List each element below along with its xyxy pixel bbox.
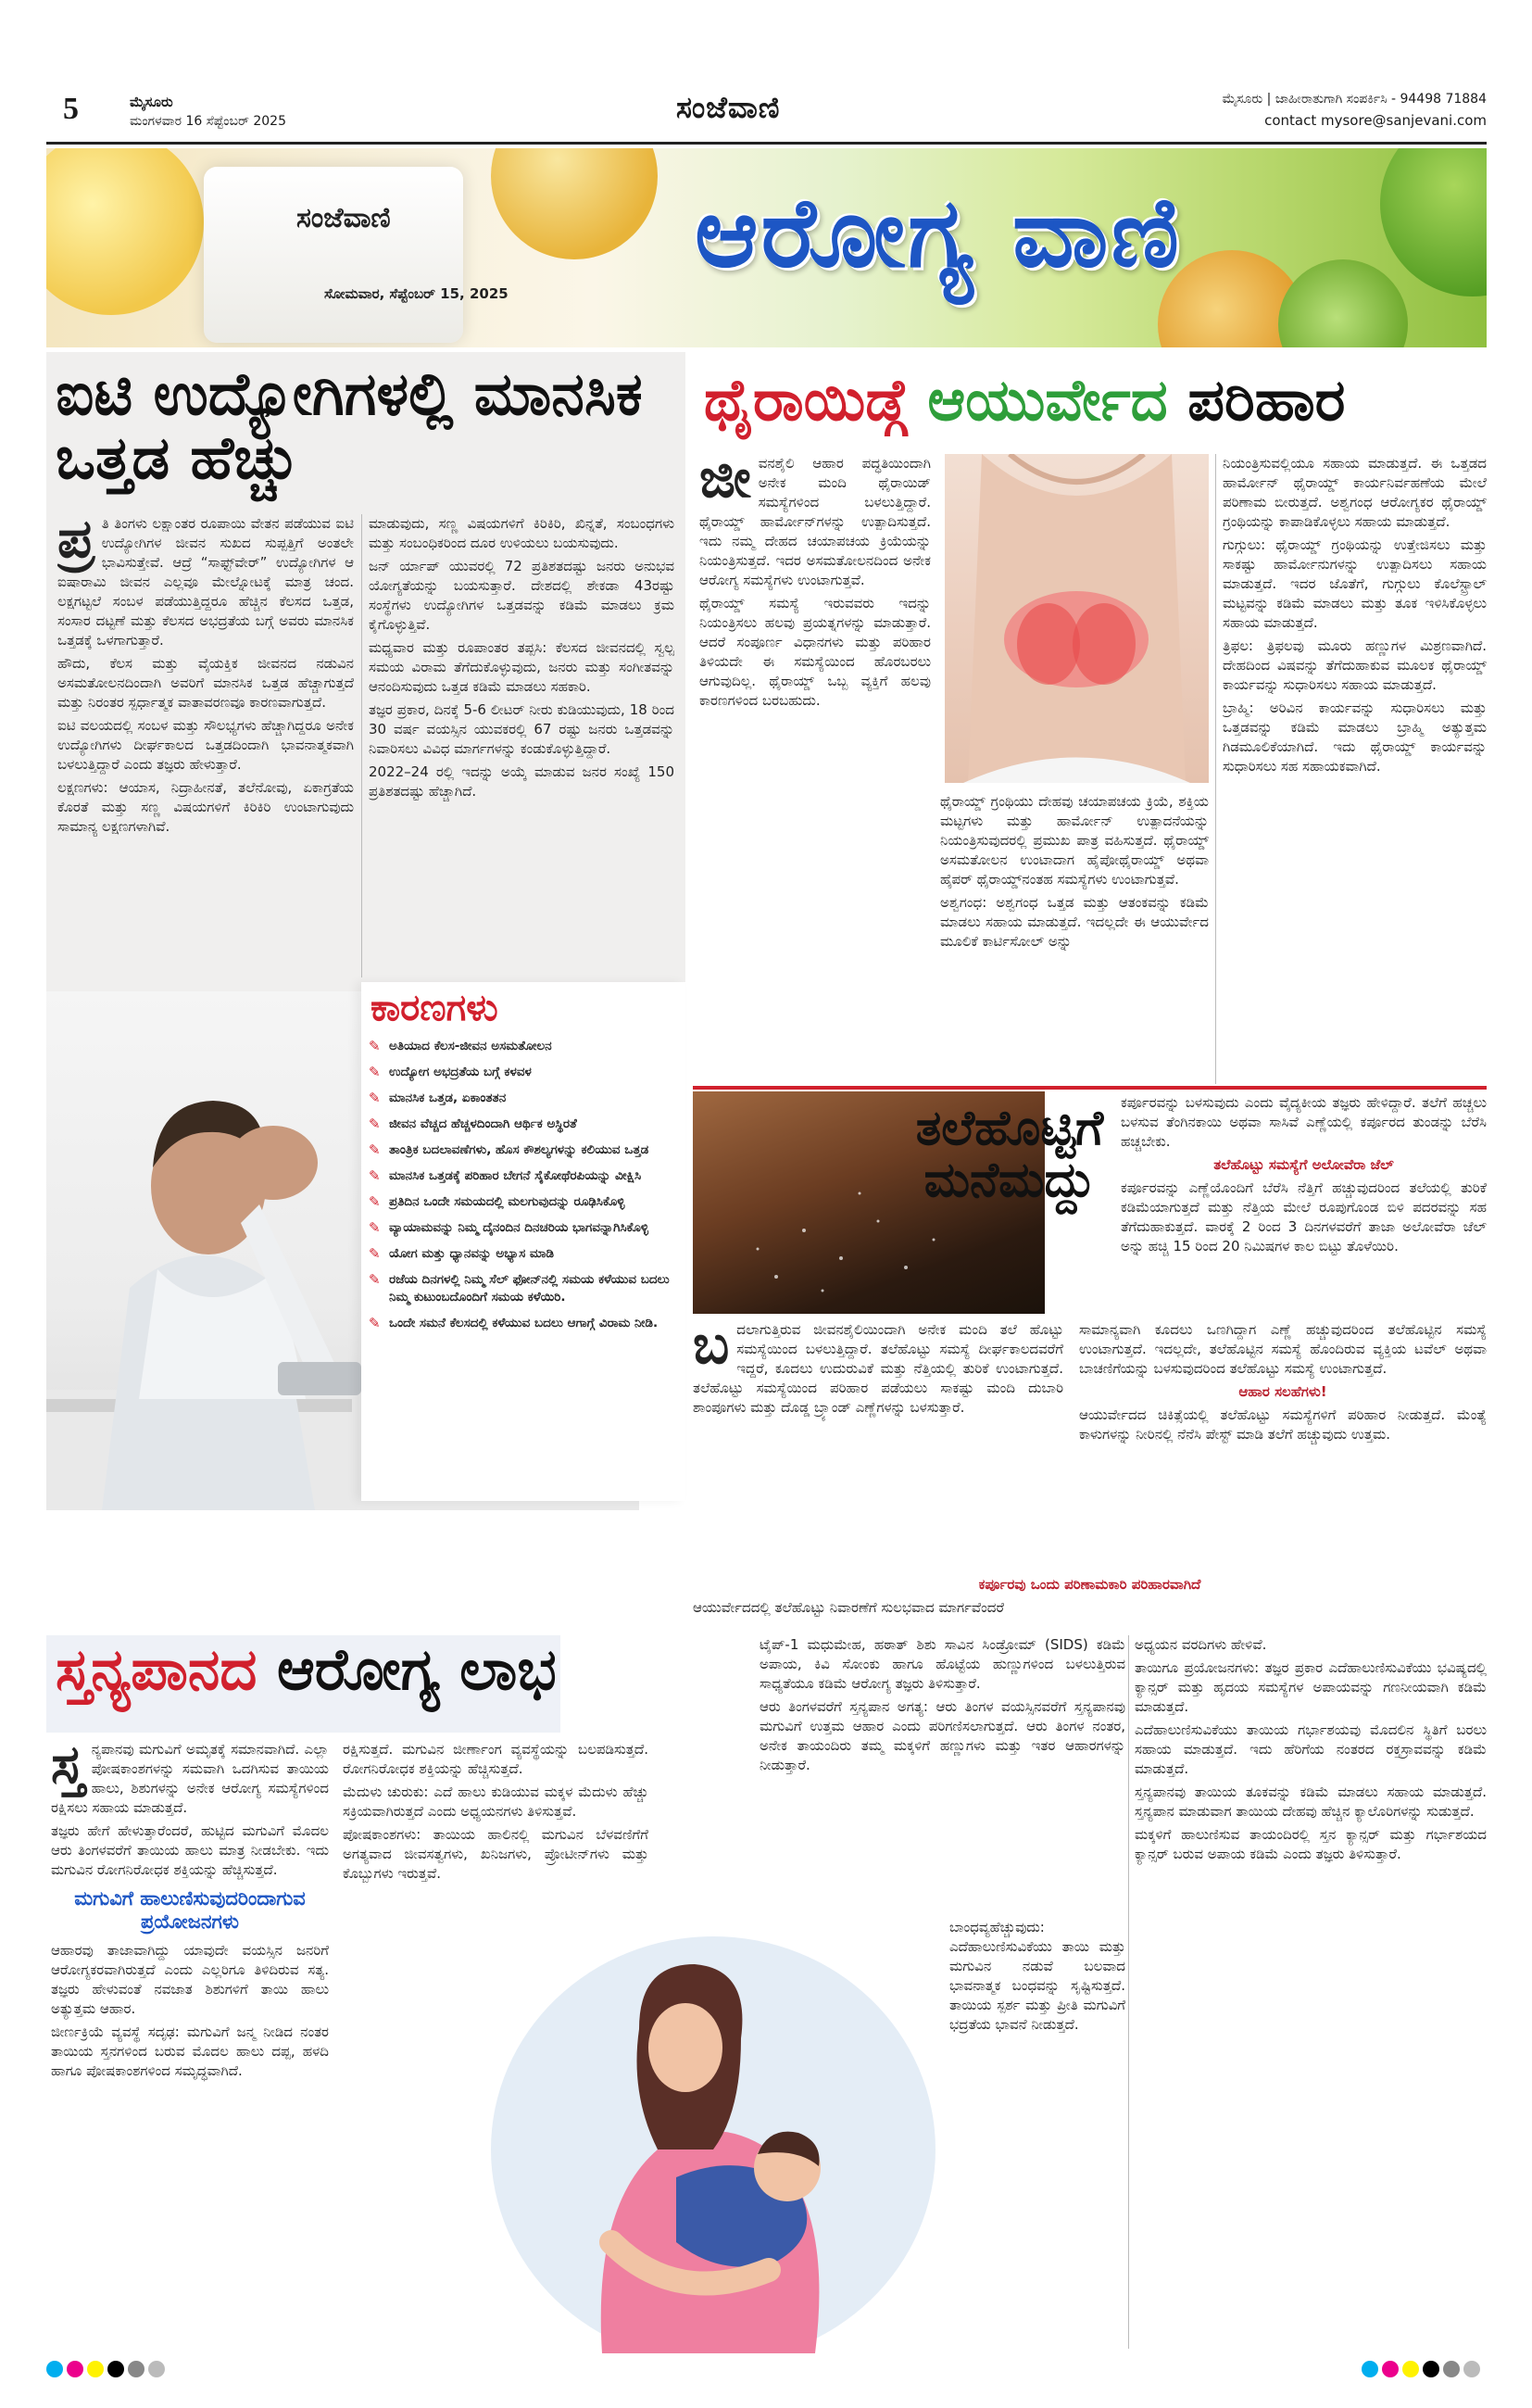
it-article-headline: ಐಟಿ ಉದ್ಯೋಗಿಗಳಲ್ಲಿ ಮಾನಸಿಕ ಒತ್ತಡ ಹೆಚ್ಚು bbox=[56, 360, 643, 494]
page-number: 5 bbox=[63, 92, 79, 126]
list-item bbox=[369, 1193, 679, 1211]
dandruff-column-2 bbox=[1079, 1320, 1487, 1598]
paragraph: ಆಯುರ್ವೇದದಲ್ಲಿ ತಲೆಹೊಟ್ಟು ನಿವಾರಣೆಗೆ ಸುಲಭವಾದ ಮಾರ್ಗವೆಂದರೆ bbox=[693, 1599, 1005, 1616]
column-divider bbox=[1215, 454, 1216, 1084]
milk-glass-illustration bbox=[204, 167, 463, 343]
masthead bbox=[46, 79, 1487, 144]
paragraph: ಮಾಡುವುದು, ಸಣ್ಣ ವಿಷಯಗಳಿಗೆ ಕಿರಿಕಿರಿ, ಖಿನ್ನತೆ, ಸಂಬಂಧಗಳು ಮತ್ತು ಸಂಬಂಧಿಕರಿಂದ ದೂರ ಉಳಿಯಲು ಬಯಸುವುದು. bbox=[369, 515, 674, 551]
column-divider bbox=[1128, 1635, 1129, 2349]
thyroid-column-1 bbox=[699, 454, 931, 1065]
registration-mark bbox=[67, 2361, 83, 2377]
paragraph: ದಲಾಗುತ್ತಿರುವ ಜೀವನಶೈಲಿಯಿಂದಾಗಿ ಅನೇಕ ಮಂದಿ ತಲೆ ಹೊಟ್ಟು ಸಮಸ್ಯೆಯಿಂದ ಬಳಲುತ್ತಿದ್ದಾರೆ. ತಲೆಹೊಟ್ಟು ಸಮಸ್ಯೆ ದೀರ್ಘಕಾಲದವರೆಗೆ ಇದ್ದರೆ, ಕೂದಲು ಉದುರುವಿಕೆ ಮತ್ತು ನೆತ್ತಿಯಲ್ಲಿ ತುರಿಕೆ ಉಂಟಾಗುತ್ತದೆ. ತಲೆಹೊಟ್ಟು ಸಮಸ್ಯೆಯಿಂದ ಪರಿಹಾರ ಪಡೆಯಲು ಸಾಕಷ್ಟು ಮಂದಿ ದುಬಾರಿ ಶಾಂಪೂಗಳು ಮತ್ತು ದೊಡ್ಡ ಬ್ರ್ಯಾಂಡ್ ಎಣ್ಣೆಗಳನ್ನು ಬಳಸುತ್ತಾರೆ. bbox=[693, 1321, 1063, 1416]
reason-text: ವ್ಯಾಯಾಮವನ್ನು ನಿಮ್ಮ ದೈನಂದಿನ ದಿನಚರಿಯ ಭಾಗವನ್ನಾಗಿಸಿಕೊಳ್ಳಿ bbox=[389, 1220, 649, 1235]
paragraph: ಮಧ್ಯವಾರ ಮತ್ತು ರೂಪಾಂತರ ತಪ್ಪಸಿ: ಕೆಲಸದ ಜೀವನದಲ್ಲಿ ಸ್ವಲ್ಪ ಸಮಯ ವಿರಾಮ ತೆಗೆದುಕೊಳ್ಳುವುದು, ಜನರು ಮತ್ತು ಸಂಗೀತವನ್ನು ಆನಂದಿಸುವುದು ಒತ್ತಡ ಕಡಿಮೆ ಮಾಡಲು ಸಹಕಾರಿ. bbox=[369, 639, 674, 695]
paragraph: ಕರ್ಪೂರವನ್ನು ಬಳಸುವುದು ಎಂದು ವೈದ್ಯಕೀಯ ತಜ್ಞರು ಹೇಳಿದ್ದಾರೆ. ತಲೆಗೆ ಹಚ್ಚಲು ಬಳಸುವ ತೆಂಗಿನಕಾಯಿ ಅಥವಾ ಸಾಸಿವೆ ಎಣ್ಣೆಯಲ್ಲಿ ಕರ್ಪೂರದ ತುಂಡನ್ನು ಬೆರೆಸಿ ಹಚ್ಚಬೇಕು. bbox=[1121, 1094, 1487, 1150]
edition-city: ಮೈಸೂರು bbox=[130, 94, 173, 110]
registration-mark bbox=[1402, 2361, 1419, 2377]
headline-part: ಥೈರಾಯಿಡ್ bbox=[704, 366, 908, 434]
edition-date: ಮಂಗಳವಾರ 16 ಸೆಪ್ಟೆಂಬರ್ 2025 bbox=[130, 114, 286, 129]
paragraph: ವನಶೈಲಿ ಆಹಾರ ಪದ್ಧತಿಯಿಂದಾಗಿ ಅನೇಕ ಮಂದಿ ಥೈರಾಯಿಡ್ ಸಮಸ್ಯೆಗಳಿಂದ ಬಳಲುತ್ತಿದ್ದಾರೆ. ಥೈರಾಯ್ಡ್ ಹಾರ್ಮೋನ್‌ಗಳನ್ನು ಉತ್ಪಾದಿಸುತ್ತದೆ. ಇದು ನಮ್ಮ ದೇಹದ ಚಯಾಪಚಯ ಕ್ರಿಯೆಯನ್ನು ನಿಯಂತ್ರಿಸುತ್ತದೆ. ಇದರ ಅಸಮತೋಲನದಿಂದ ಅನೇಕ ಆರೋಗ್ಯ ಸಮಸ್ಯೆಗಳು ಉಂಟಾಗುತ್ತವೆ. bbox=[699, 455, 931, 588]
reason-text: ಪ್ರತಿದಿನ ಒಂದೇ ಸಮಯದಲ್ಲಿ ಮಲಗುವುದನ್ನು ರೂಢಿಸಿಕೊಳ್ಳಿ bbox=[389, 1194, 625, 1209]
reasons-heading: ಕಾರಣಗಳು bbox=[370, 987, 498, 1029]
banner-logo: ಸಂಜೆವಾಣಿ bbox=[296, 202, 391, 234]
throat-illustration bbox=[945, 454, 1209, 783]
registration-mark bbox=[148, 2361, 165, 2377]
masthead-rule bbox=[46, 142, 1487, 145]
paragraph: ಆರು ತಿಂಗಳವರೆಗೆ ಸ್ತನ್ಯಪಾನ ಅಗತ್ಯ: ಆರು ತಿಂಗಳ ವಯಸ್ಸಿನವರೆಗೆ ಸ್ತನ್ಯಪಾನವು ಮಗುವಿಗೆ ಉತ್ತಮ ಆಹಾರ ಎಂದು ಪರಿಗಣಿಸಲಾಗುತ್ತದೆ. ಆರು ತಿಂಗಳ ನಂತರ, ಅನೇಕ ತಾಯಂದಿರು ತಮ್ಮ ಮಕ್ಕಳಿಗೆ ಹಣ್ಣುಗಳು ಮತ್ತು ಇತರ ಆಹಾರಗಳನ್ನು ನೀಡುತ್ತಾರೆ. bbox=[760, 1698, 1125, 1773]
paragraph: ಥೈರಾಯ್ಡ್ ಸಮಸ್ಯೆ ಇರುವವರು ಇದನ್ನು ನಿಯಂತ್ರಿಸಲು ಹಲವು ಪ್ರಯತ್ನಗಳನ್ನು ಮಾಡುತ್ತಾರೆ. ಆದರೆ ಸಂಪೂರ್ಣ ವಿಧಾನಗಳು ಮತ್ತು ಪರಿಹಾರ ತಿಳಿಯದೇ ಈ ಸಮಸ್ಯೆಯಿಂದ ಹೊರಬರಲು ಆಗುವುದಿಲ್ಲ. ಥೈರಾಯ್ಡ್ ಒಬ್ಬ ವ್ಯಕ್ತಿಗೆ ಹಲವು ಕಾರಣಗಳಿಂದ ಬರಬಹುದು. bbox=[699, 595, 931, 709]
breastfeeding-column-1 bbox=[51, 1740, 329, 2342]
registration-mark bbox=[87, 2361, 104, 2377]
headline-part: ಆಯುರ್ವೇದ bbox=[927, 366, 1168, 434]
it-article-column-2 bbox=[369, 514, 674, 977]
registration-mark bbox=[1463, 2361, 1480, 2377]
list-item bbox=[369, 1090, 679, 1107]
headline-part: ಸ್ತನ್ಯಪಾನದ bbox=[56, 1635, 257, 1703]
dropcap: ಬ bbox=[693, 1320, 730, 1376]
mother-child-drawing bbox=[463, 1872, 945, 2353]
paragraph: ತಿ ತಿಂಗಳು ಲಕ್ಷಾಂತರ ರೂಪಾಯಿ ವೇತನ ಪಡೆಯುವ ಐಟಿ ಉದ್ಯೋಗಿಗಳ ಜೀವನ ಸುಖದ ಸುಪ್ಪತ್ತಿಗೆ ಅಂತಲೇ ಭಾವಿಸುತ್ತೇವೆ. ಆದ್ರೆ “ಸಾಫ್ಟ್‌ವೇರ್” ಉದ್ಯೋಗಿಗಳ ಆ ಐಷಾರಾಮಿ ಜೀವನ ಎಲ್ಲವೂ ಮೇಲ್ನೋಟಕ್ಕೆ ಮಾತ್ರ ಚಂದ. ಲಕ್ಷಗಟ್ಟಲೆ ಸಂಬಳ ಪಡೆಯುತ್ತಿದ್ದರೂ ಹೆಚ್ಚಿನ ಕೆಲಸದ ಒತ್ತಡ, ಸಂಸಾರ ದಟ್ಟಣೆ ಮತ್ತು ಕೆಲಸದ ಅಭದ್ರತೆಯ ಬಗ್ಗೆ ಅವರು ಮಾನಸಿಕ ಒತ್ತಡಕ್ಕೆ ಒಳಗಾಗುತ್ತಾರೆ. bbox=[57, 515, 354, 649]
list-item bbox=[369, 1271, 679, 1306]
headline-part: ಆರೋಗ್ಯ ಲಾಭ bbox=[257, 1635, 557, 1703]
paragraph: ಆಯುರ್ವೇದದ ಚಿಕಿತ್ಸೆಯಲ್ಲಿ ತಲೆಹೊಟ್ಟು ಸಮಸ್ಯೆಗಳಿಗೆ ಪರಿಹಾರ ನೀಡುತ್ತದೆ. ಮೆಂತ್ಯೆ ಕಾಳುಗಳನ್ನು ನೀರಿನಲ್ಲಿ ನೆನೆಸಿ ಪೇಸ್ಟ್ ಮಾಡಿ ತಲೆಗೆ ಹಚ್ಚುವುದು ಉತ್ತಮ. bbox=[1079, 1406, 1487, 1443]
tick-icon: ✎ bbox=[369, 1193, 381, 1210]
registration-mark bbox=[46, 2361, 63, 2377]
paragraph: ಮಕ್ಕಳಿಗೆ ಹಾಲುಣಿಸುವ ತಾಯಂದಿರಲ್ಲಿ ಸ್ತನ ಕ್ಯಾನ್ಸರ್ ಮತ್ತು ಗರ್ಭಾಶಯದ ಕ್ಯಾನ್ಸರ್ ಬರುವ ಅಪಾಯ ಕಡಿಮೆ ಎಂದು ತಜ್ಞರು ತಿಳಿಸುತ್ತಾರೆ. bbox=[1135, 1826, 1487, 1862]
list-item bbox=[369, 1141, 679, 1159]
list-item bbox=[369, 1245, 679, 1263]
reason-text: ಯೋಗ ಮತ್ತು ಧ್ಯಾನವನ್ನು ಅಭ್ಯಾಸ ಮಾಡಿ bbox=[389, 1246, 555, 1261]
paragraph: ನ್ಯಪಾನವು ಮಗುವಿಗೆ ಅಮೃತಕ್ಕೆ ಸಮಾನವಾಗಿದೆ. ಎಲ್ಲಾ ಪೋಷಕಾಂಶಗಳನ್ನು ಸಮವಾಗಿ ಒದಗಿಸುವ ತಾಯಿಯ ಹಾಲು, ಶಿಶುಗಳನ್ನು ಅನೇಕ ಆರೋಗ್ಯ ಸಮಸ್ಯೆಗಳಿಂದ ರಕ್ಷಿಸಲು ಸಹಾಯ ಮಾಡುತ್ತದೆ. bbox=[51, 1741, 329, 1816]
dandruff-top-rule bbox=[693, 1086, 1487, 1090]
tick-icon: ✎ bbox=[369, 1116, 381, 1132]
fruit-decoration bbox=[1380, 148, 1487, 296]
paragraph: ರಕ್ಷಿಸುತ್ತದೆ. ಮಗುವಿನ ಜೀರ್ಣಾಂಗ ವ್ಯವಸ್ಥೆಯನ್ನು ಬಲಪಡಿಸುತ್ತದೆ. ರೋಗನಿರೋಧಕ ಶಕ್ತಿಯನ್ನು ಹೆಚ್ಚಿಸುತ್ತದೆ. bbox=[343, 1741, 648, 1777]
reason-text: ಅತಿಯಾದ ಕೆಲಸ-ಜೀವನ ಅಸಮತೋಲನ bbox=[389, 1039, 552, 1053]
paragraph: ಹೌದು, ಕೆಲಸ ಮತ್ತು ವೈಯಕ್ತಿಕ ಜೀವನದ ನಡುವಿನ ಅಸಮತೋಲನದಿಂದಾಗಿ ಅವರಿಗೆ ಮಾನಸಿಕ ಒತ್ತಡ ಹೆಚ್ಚಾಗುತ್ತದೆ ಮತ್ತು ನಿರಂತರ ಸ್ಪರ್ಧಾತ್ಮಕ ವಾತಾವರಣವೂ ಕಾರಣವಾಗುತ್ತದೆ. bbox=[57, 655, 354, 711]
thyroid-column-3 bbox=[1223, 454, 1487, 1084]
tick-icon: ✎ bbox=[369, 1038, 381, 1054]
paragraph: ಜೀರ್ಣಕ್ರಿಯೆ ವ್ಯವಸ್ಥೆ ಸದೃಢ: ಮಗುವಿಗೆ ಜನ್ಮ ನೀಡಿದ ನಂತರ ತಾಯಿಯ ಸ್ತನಗಳಿಂದ ಬರುವ ಮೊದಲ ಹಾಲು ದಪ್ಪ, ಹಳದಿ ಹಾಗೂ ಪೋಷಕಾಂಶಗಳಿಂದ ಸಮೃದ್ಧವಾಗಿದೆ. bbox=[51, 2023, 329, 2080]
tick-icon: ✎ bbox=[369, 1315, 381, 1331]
subheading: ಆಹಾರ ಸಲಹೆಗಳು! bbox=[1238, 1383, 1327, 1400]
paragraph: ಎದೆಹಾಲುಣಿಸುವಿಕೆಯು ತಾಯಿಯ ಗರ್ಭಾಶಯವು ಮೊದಲಿನ ಸ್ಥಿತಿಗೆ ಬರಲು ಸಹಾಯ ಮಾಡುತ್ತದೆ. ಇದು ಹೆರಿಗೆಯ ನಂತರದ ರಕ್ತಸ್ರಾವವನ್ನು ಕಡಿಮೆ ಮಾಡುತ್ತದೆ. bbox=[1135, 1721, 1487, 1777]
fruit-decoration bbox=[1278, 259, 1408, 347]
thyroid-column-2 bbox=[940, 792, 1209, 1070]
list-item bbox=[369, 1038, 679, 1055]
dandruff-headline: ತಲೆಹೊಟ್ಟಿಗೆ ಮನೆಮದ್ದು bbox=[915, 1101, 1104, 1209]
paragraph: ಬಾಂಧವ್ಯಹೆಚ್ಚುವುದು: ಎದೆಹಾಲುಣಿಸುವಿಕೆಯು ತಾಯಿ ಮತ್ತು ಮಗುವಿನ ನಡುವೆ ಬಲವಾದ ಭಾವನಾತ್ಮಕ ಬಂಧವನ್ನು ಸೃಷ್ಟಿಸುತ್ತದೆ. ತಾಯಿಯ ಸ್ಪರ್ಶ ಮತ್ತು ಪ್ರೀತಿ ಮಗುವಿಗೆ ಭದ್ರತೆಯ ಭಾವನೆ ನೀಡುತ್ತದೆ. bbox=[949, 1919, 1125, 2033]
dandruff-bottom bbox=[693, 1575, 1487, 1631]
tick-icon: ✎ bbox=[369, 1167, 381, 1184]
fruit-decoration bbox=[491, 148, 658, 259]
dandruff-column-1 bbox=[693, 1320, 1063, 1598]
reason-text: ಜೀವನ ವೆಚ್ಚದ ಹೆಚ್ಚಳದಿಂದಾಗಿ ಆರ್ಥಿಕ ಅಸ್ಥಿರತೆ bbox=[389, 1116, 577, 1131]
breastfeeding-column-3b bbox=[949, 1918, 1125, 2353]
paragraph: ತಜ್ಞರ ಪ್ರಕಾರ, ದಿನಕ್ಕೆ 5-6 ಲೀಟರ್ ನೀರು ಕುಡಿಯುವುದು, 18 ರಿಂದ 30 ವರ್ಷ ವಯಸ್ಸಿನ ಯುವಕರಲ್ಲಿ 67 ರಷ್ಟು ಜನರು ಒತ್ತಡವನ್ನು ನಿವಾರಿಸಲು ವಿವಿಧ ಮಾರ್ಗಗಳನ್ನು ಕಂಡುಕೊಳ್ಳುತ್ತಿದ್ದಾರೆ. bbox=[369, 701, 674, 757]
registration-mark bbox=[1423, 2361, 1439, 2377]
list-item bbox=[369, 1116, 679, 1133]
paragraph: ಜನ್ ರ್ಯಾಪ್ ಯುವರಲ್ಲಿ 72 ಪ್ರತಿಶತದಷ್ಟು ಜನರು ಅನುಭವ ಯೋಗ್ಯತೆಯನ್ನು ಬಯಸುತ್ತಾರೆ. ದೇಶದಲ್ಲಿ ಶೇಕಡಾ 43ರಷ್ಟು ಸಂಸ್ಥೆಗಳು ಉದ್ಯೋಗಿಗಳ ಒತ್ತಡವನ್ನು ಕಡಿಮೆ ಮಾಡಲು ಕ್ರಮ ಕೈಗೊಳ್ಳುತ್ತಿವೆ. bbox=[369, 558, 674, 633]
paragraph: ಅಶ್ವಗಂಧ: ಅಶ್ವಗಂಧ ಒತ್ತಡ ಮತ್ತು ಆತಂಕವನ್ನು ಕಡಿಮೆ ಮಾಡಲು ಸಹಾಯ ಮಾಡುತ್ತದೆ. ಇದಲ್ಲದೇ ಈ ಆಯುರ್ವೇದ ಮೂಲಿಕೆ ಕಾರ್ಟಿಸೋಲ್ ಅನ್ನು bbox=[940, 894, 1209, 950]
paragraph: ಗುಗ್ಗುಲು: ಥೈರಾಯ್ಡ್ ಗ್ರಂಥಿಯನ್ನು ಉತ್ತೇಜಿಸಲು ಮತ್ತು ಸಾಕಷ್ಟು ಹಾರ್ಮೋನುಗಳನ್ನು ಉತ್ಪಾದಿಸಲು ಸಹಾಯ ಮಾಡುತ್ತದೆ. ಇದರ ಜೊತೆಗೆ, ಗುಗ್ಗುಲು ಕೊಲೆಸ್ಟ್ರಾಲ್ ಮಟ್ಟವನ್ನು ಕಡಿಮೆ ಮಾಡಲು ಮತ್ತು ತೂಕ ಇಳಿಸಿಕೊಳ್ಳಲು ಸಹಾಯ ಮಾಡುತ್ತದೆ. bbox=[1223, 536, 1487, 631]
tick-icon: ✎ bbox=[369, 1090, 381, 1106]
tick-icon: ✎ bbox=[369, 1141, 381, 1158]
list-item bbox=[369, 1167, 679, 1185]
banner-date: ಸೋಮವಾರ, ಸೆಪ್ಟೆಂಬರ್ 15, 2025 bbox=[324, 285, 509, 302]
list-item bbox=[369, 1315, 679, 1332]
thyroid-headline bbox=[704, 366, 1345, 435]
registration-mark bbox=[107, 2361, 124, 2377]
paragraph: ಐಟಿ ವಲಯದಲ್ಲಿ ಸಂಬಳ ಮತ್ತು ಸೌಲಭ್ಯಗಳು ಹೆಚ್ಚಾಗಿದ್ದರೂ ಅನೇಕ ಉದ್ಯೋಗಿಗಳು ದೀರ್ಘಕಾಲದ ಒತ್ತಡದಿಂದಾಗಿ ಭಾವನಾತ್ಮಕವಾಗಿ ಬಳಲುತ್ತಿದ್ದಾರೆ ಎಂದು ತಜ್ಞರು ಹೇಳುತ್ತಾರೆ. bbox=[57, 717, 354, 773]
paragraph: ಮೆದುಳು ಚುರುಕು: ಎದೆ ಹಾಲು ಕುಡಿಯುವ ಮಕ್ಕಳ ಮೆದುಳು ಹೆಚ್ಚು ಸಕ್ರಿಯವಾಗಿರುತ್ತದೆ ಎಂದು ಅಧ್ಯಯನಗಳು ತಿಳಿಸುತ್ತವೆ. bbox=[343, 1784, 648, 1820]
section-title: ಆರೋಗ್ಯ ವಾಣಿ bbox=[695, 176, 1183, 289]
dandruff-side-column bbox=[1121, 1093, 1487, 1316]
dropcap: ಸ್ತ bbox=[51, 1740, 84, 1796]
paragraph: ಪೋಷಕಾಂಶಗಳು: ತಾಯಿಯ ಹಾಲಿನಲ್ಲಿ ಮಗುವಿನ ಬೆಳವಣಿಗೆಗೆ ಅಗತ್ಯವಾದ ಜೀವಸತ್ವಗಳು, ಖನಿಜಗಳು, ಪ್ರೋಟೀನ್‌ಗಳು ಮತ್ತು ಕೊಬ್ಬುಗಳು ಇರುತ್ತವೆ. bbox=[343, 1826, 648, 1882]
list-item bbox=[369, 1064, 679, 1081]
email-contact: contact mysore@sanjevani.com bbox=[1264, 112, 1487, 129]
it-article-column-1 bbox=[57, 514, 354, 977]
reason-text: ಒಂದೇ ಸಮನೆ ಕೆಲಸದಲ್ಲಿ ಕಳೆಯುವ ಬದಲು ಆಗಾಗ್ಗೆ ವಿರಾಮ ನೀಡಿ. bbox=[389, 1316, 659, 1330]
paragraph: ಲಕ್ಷಣಗಳು: ಆಯಾಸ, ನಿದ್ರಾಹೀನತೆ, ತಲೆನೋವು, ಏಕಾಗ್ರತೆಯ ಕೊರತೆ ಮತ್ತು ಸಣ್ಣ ವಿಷಯಗಳಿಗೆ ಕಿರಿಕಿರಿ ಉಂಟಾಗುವುದು ಸಾಮಾನ್ಯ ಲಕ್ಷಣಗಳಾಗಿವೆ. bbox=[57, 779, 354, 835]
tick-icon: ✎ bbox=[369, 1271, 381, 1288]
reasons-list bbox=[369, 1038, 679, 1341]
registration-mark bbox=[1382, 2361, 1399, 2377]
newspaper-logo bbox=[676, 90, 780, 126]
breastfeeding-column-4 bbox=[1135, 1635, 1487, 2349]
reason-text: ತಾಂತ್ರಿಕ ಬದಲಾವಣೆಗಳು, ಹೊಸ ಕೌಶಲ್ಯಗಳನ್ನು ಕಲಿಯುವ ಒತ್ತಡ bbox=[389, 1142, 649, 1157]
paragraph: ನಿಯಂತ್ರಿಸುವಲ್ಲಿಯೂ ಸಹಾಯ ಮಾಡುತ್ತದೆ. ಈ ಒತ್ತಡದ ಹಾರ್ಮೋನ್ ಥೈರಾಯ್ಡ್ ಕಾರ್ಯನಿರ್ವಹಣೆಯ ಮೇಲೆ ಪರಿಣಾಮ ಬೀರುತ್ತದೆ. ಅಶ್ವಗಂಧ ಆರೋಗ್ಯಕರ ಥೈರಾಯ್ಡ್ ಗ್ರಂಥಿಯನ್ನು ಕಾಪಾಡಿಕೊಳ್ಳಲು ಸಹಾಯ ಮಾಡುತ್ತದೆ. bbox=[1223, 455, 1487, 530]
registration-mark bbox=[128, 2361, 144, 2377]
paragraph: ಸಾಮಾನ್ಯವಾಗಿ ಕೂದಲು ಒಣಗಿದ್ದಾಗ ಎಣ್ಣೆ ಹಚ್ಚುವುದರಿಂದ ತಲೆಹೊಟ್ಟಿನ ಸಮಸ್ಯೆ ಉಂಟಾಗುತ್ತದೆ. ಇದಲ್ಲದೇ, ತಲೆಹೊಟ್ಟಿನ ಸಮಸ್ಯೆ ಹೊಂದಿರುವ ವ್ಯಕ್ತಿಯ ಟವೆಲ್ ಅಥವಾ ಬಾಚಣಿಗೆಯನ್ನು ಬಳಸುವುದರಿಂದ ತಲೆಹೊಟ್ಟು ಸಮಸ್ಯೆ ಉಂಟಾಗುತ್ತದೆ. bbox=[1079, 1321, 1487, 1377]
headline-part: ಪರಿಹಾರ bbox=[1167, 366, 1346, 434]
mother-child-illustration bbox=[463, 1872, 945, 2353]
paragraph: ಆಹಾರವು ತಾಜಾವಾಗಿದ್ದು ಯಾವುದೇ ವಯಸ್ಸಿನ ಜನರಿಗೆ ಆರೋಗ್ಯಕರವಾಗಿರುತ್ತದೆ ಎಂದು ಎಲ್ಲರಿಗೂ ತಿಳಿದಿರುವ ಸತ್ಯ. ತಜ್ಞರು ಹೇಳುವಂತೆ ನವಜಾತ ಶಿಶುಗಳಿಗೆ ತಾಯಿ ಹಾಲು ಅತ್ಯುತ್ತಮ ಆಹಾರ. bbox=[51, 1942, 329, 2018]
paragraph: ಥೈರಾಯ್ಡ್ ಗ್ರಂಥಿಯು ದೇಹವು ಚಯಾಪಚಯ ಕ್ರಿಯೆ, ಶಕ್ತಿಯ ಮಟ್ಟಗಳು ಮತ್ತು ಹಾರ್ಮೋನ್ ಉತ್ಪಾದನೆಯನ್ನು ನಿಯಂತ್ರಿಸುವುದರಲ್ಲಿ ಪ್ರಮುಖ ಪಾತ್ರ ವಹಿಸುತ್ತದೆ. ಥೈರಾಯ್ಡ್ ಅಸಮತೋಲನ ಉಂಟಾದಾಗ ಹೈಪೋಥೈರಾಯ್ಡ್ ಅಥವಾ ಹೈಪರ್ ಥೈರಾಯ್ಡ್‌ನಂತಹ ಸಮಸ್ಯೆಗಳು ಉಂಟಾಗುತ್ತವೆ. bbox=[940, 793, 1209, 888]
paragraph: ತಜ್ಞರು ಹೇಗೆ ಹೇಳುತ್ತಾರೆಂದರೆ, ಹುಟ್ಟಿದ ಮಗುವಿಗೆ ಮೊದಲ ಆರು ತಿಂಗಳವರೆಗೆ ತಾಯಿಯ ಹಾಲು ಮಾತ್ರ ನೀಡಬೇಕು. ಇದು ಮಗುವಿನ ರೋಗನಿರೋಧಕ ಶಕ್ತಿಯನ್ನು ಹೆಚ್ಚಿಸುತ್ತದೆ. bbox=[51, 1822, 329, 1878]
reason-text: ಮಾನಸಿಕ ಒತ್ತಡ, ಏಕಾಂತತನ bbox=[389, 1091, 507, 1105]
registration-mark bbox=[1362, 2361, 1378, 2377]
paragraph: 2022–24 ರಲ್ಲಿ ಇದನ್ನು ಅಯ್ಕೆ ಮಾಡುವ ಜನರ ಸಂಖ್ಯೆ 150 ಪ್ರತಿಶತದಷ್ಟು ಹೆಚ್ಚಾಗಿದೆ. bbox=[369, 763, 674, 800]
subheading: ಮಗುವಿಗೆ ಹಾಲುಣಿಸುವುದರಿಂದಾಗುವ ಪ್ರಯೋಜನಗಳು bbox=[74, 1887, 306, 1934]
tick-icon: ✎ bbox=[369, 1219, 381, 1236]
reason-text: ರಜೆಯ ದಿನಗಳಲ್ಲಿ ನಿಮ್ಮ ಸೆಲ್ ಫೋನ್‌ನಲ್ಲಿ ಸಮಯ ಕಳೆಯುವ ಬದಲು ನಿಮ್ಮ ಕುಟುಂಬದೊಂದಿಗೆ ಸಮಯ ಕಳೆಯಿರಿ. bbox=[389, 1272, 670, 1305]
paragraph: ಸ್ತನ್ಯಪಾನವು ತಾಯಿಯ ತೂಕವನ್ನು ಕಡಿಮೆ ಮಾಡಲು ಸಹಾಯ ಮಾಡುತ್ತದೆ. ಸ್ತನ್ಯಪಾನ ಮಾಡುವಾಗ ತಾಯಿಯ ದೇಹವು ಹೆಚ್ಚಿನ ಕ್ಯಾಲೊರಿಗಳನ್ನು ಸುಡುತ್ತದೆ. bbox=[1135, 1784, 1487, 1820]
advert-contact: ಮೈಸೂರು | ಜಾಹೀರಾತುಗಾಗಿ ಸಂಪರ್ಕಿಸಿ - 94498 71884 bbox=[1222, 92, 1487, 107]
section-banner bbox=[46, 148, 1487, 347]
dropcap: ಜೀ bbox=[699, 454, 751, 510]
dropcap: ಪ್ರ bbox=[57, 514, 94, 570]
headline-part: ಗೆ bbox=[907, 366, 928, 434]
paragraph: ಟೈಪ್-1 ಮಧುಮೇಹ, ಹಠಾತ್ ಶಿಶು ಸಾವಿನ ಸಿಂಡ್ರೋಮ್ (SIDS) ಕಡಿಮೆ ಅಪಾಯ, ಕಿವಿ ಸೋಂಕು ಹಾಗೂ ಹೊಟ್ಟೆಯ ಹುಣ್ಣುಗಳಿಂದ ಬಳಲುತ್ತಿರುವ ಸಾಧ್ಯತೆಯೂ ಕಡಿಮೆ ಆರೋಗ್ಯ ತಜ್ಞರು ತಿಳಿಸುತ್ತಾರೆ. bbox=[760, 1636, 1125, 1692]
tick-icon: ✎ bbox=[369, 1245, 381, 1262]
breastfeeding-headline bbox=[56, 1635, 557, 1704]
paragraph: ತಾಯಿಗೂ ಪ್ರಯೋಜನಗಳು: ತಜ್ಞರ ಪ್ರಕಾರ ಎದೆಹಾಲುಣಿಸುವಿಕೆಯು ಭವಿಷ್ಯದಲ್ಲಿ ಕ್ಯಾನ್ಸರ್ ಮತ್ತು ಹೃದಯ ಸಮಸ್ಯೆಗಳ ಅಪಾಯವನ್ನು ಗಣನೀಯವಾಗಿ ಕಡಿಮೆ ಮಾಡುತ್ತದೆ. bbox=[1135, 1659, 1487, 1715]
paragraph: ಬ್ರಾಹ್ಮಿ: ಅರಿವಿನ ಕಾರ್ಯವನ್ನು ಸುಧಾರಿಸಲು ಮತ್ತು ಒತ್ತಡವನ್ನು ಕಡಿಮೆ ಮಾಡಲು ಬ್ರಾಹ್ಮಿ ಅತ್ಯುತ್ತಮ ಗಿಡಮೂಲಿಕೆಯಾಗಿದೆ. ಇದು ಥೈರಾಯ್ಡ್ ಕಾರ್ಯವನ್ನು ಸುಧಾರಿಸಲು ಸಹ ಸಹಾಯಕವಾಗಿದೆ. bbox=[1223, 700, 1487, 775]
registration-mark bbox=[1443, 2361, 1460, 2377]
fruit-decoration bbox=[46, 148, 204, 315]
paragraph: ಕರ್ಪೂರವನ್ನು ಎಣ್ಣೆಯೊಂದಿಗೆ ಬೆರೆಸಿ ನೆತ್ತಿಗೆ ಹಚ್ಚುವುದರಿಂದ ತಲೆಯಲ್ಲಿ ತುರಿಕೆ ಕಡಿಮೆಯಾಗುತ್ತದೆ ಮತ್ತು ನೆತ್ತಿಯ ಮೇಲೆ ರೂಪುಗೊಂಡ ಬಿಳಿ ಪದರವನ್ನು ಸಹ ತೆಗೆದುಹಾಕುತ್ತದೆ. ವಾರಕ್ಕೆ 2 ರಿಂದ 3 ದಿನಗಳವರೆಗೆ ತಾಜಾ ಅಲೋವೆರಾ ಜೆಲ್ ಅನ್ನು ಹಚ್ಚಿ 15 ರಿಂದ 20 ನಿಮಿಷಗಳ ಕಾಲ ಬಿಟ್ಟು ತೊಳೆಯಿರಿ. bbox=[1121, 1179, 1487, 1254]
column-divider bbox=[361, 514, 362, 977]
subheading: ಕರ್ಪೂರವು ಒಂದು ಪರಿಣಾಮಕಾರಿ ಪರಿಹಾರವಾಗಿದೆ bbox=[978, 1576, 1201, 1593]
list-item bbox=[369, 1219, 679, 1237]
reason-text: ಉದ್ಯೋಗ ಅಭದ್ರತೆಯ ಬಗ್ಗೆ ಕಳವಳ bbox=[389, 1065, 532, 1079]
reason-text: ಮಾನಸಿಕ ಒತ್ತಡಕ್ಕೆ ಪರಿಹಾರ ಬೇಗನೆ ಸೈಕೋಥೆರಪಿಯನ್ನು ವೀಕ್ಷಿಸಿ bbox=[389, 1168, 642, 1183]
subheading: ತಲೆಹೊಟ್ಟು ಸಮಸ್ಯೆಗೆ ಅಲೋವೆರಾ ಜೆಲ್ bbox=[1213, 1156, 1394, 1173]
thyroid-throat-photo bbox=[945, 454, 1209, 783]
paragraph: ತ್ರಿಫಲ: ತ್ರಿಫಲವು ಮೂರು ಹಣ್ಣುಗಳ ಮಿಶ್ರಣವಾಗಿದೆ. ದೇಹದಿಂದ ವಿಷವನ್ನು ತೆಗೆದುಹಾಕುವ ಮೂಲಕ ಥೈರಾಯ್ಡ್ ಕಾರ್ಯವನ್ನು ಸುಧಾರಿಸಲು ಸಹಾಯ ಮಾಡುತ್ತದೆ. bbox=[1223, 637, 1487, 693]
breastfeeding-column-3 bbox=[760, 1635, 1125, 1913]
paragraph: ಅಧ್ಯಯನ ವರದಿಗಳು ಹೇಳಿವೆ. bbox=[1135, 1636, 1267, 1653]
tick-icon: ✎ bbox=[369, 1064, 381, 1080]
logo-text: ಸಂಜೆವಾಣಿ bbox=[676, 90, 781, 125]
